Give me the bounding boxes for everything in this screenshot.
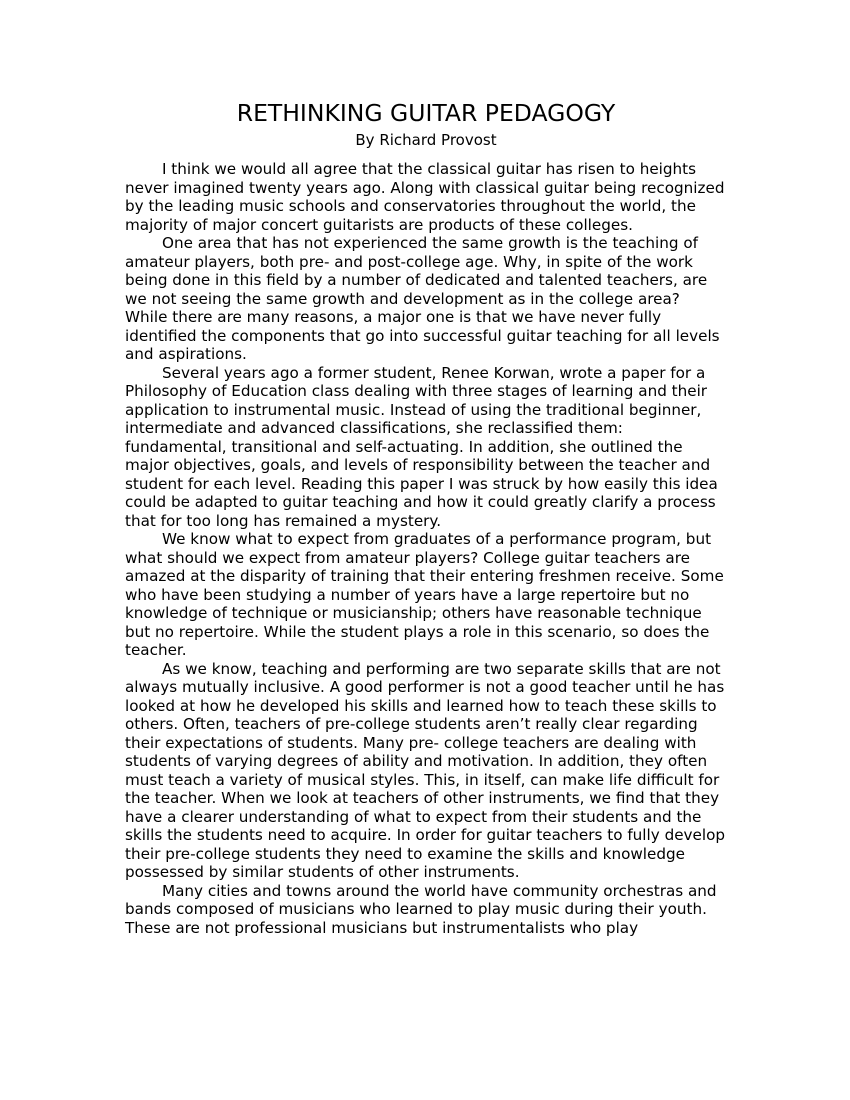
author-byline: By Richard Provost — [355, 131, 497, 149]
paragraph: I think we would all agree that the classical guitar has risen to heights never imagined twenty years ago. Along with classical guitar being recognized by the leading music schools and conservatories throughout the world, the majority of major concert guitarists are products of these colleges. — [125, 160, 725, 234]
paragraph: Many cities and towns around the world have community orchestras and bands composed of musicians who learned to play music during their youth. These are not professional musicians but instrumentalists who play — [125, 881, 717, 937]
paragraph: Several years ago a former student, Renee Korwan, wrote a paper for a Philosophy of Education class dealing with three stages of learning and their application to instrumental music. Instead of using the traditional beginner, intermediate and advanced classifications, she reclassified them: fundamental, transitional and self-actuating. In addition, she outlined the major objectives, goals, and levels of responsibility between the teacher and student for each level. Reading this paper I was struck by how easily this idea could be adapted to guitar teaching and how it could greatly clarify a process that for too long has remained a mystery. — [125, 363, 718, 530]
document-body — [125, 160, 727, 937]
document-title: RETHINKING GUITAR PEDAGOGY — [236, 99, 616, 127]
paragraph: As we know, teaching and performing are two separate skills that are not always mutually inclusive. A good performer is not a good teacher until he has looked at how he developed his skills and learned how to teach these skills to others. Often, teachers of pre-college students aren’t really clear regarding their expectations of students. Many pre- college teachers are dealing with students of varying degrees of ability and motivation. In addition, they often must teach a variety of musical styles. This, in itself, can make life difficult for the teacher. When we look at teachers of other instruments, we find that they have a clearer understanding of what to expect from their students and the skills the students need to acquire. In order for guitar teachers to fully develop their pre-college students they need to examine the skills and knowledge possessed by similar students of other instruments. — [125, 659, 726, 881]
document-page — [125, 96, 727, 937]
paragraph: We know what to expect from graduates of a performance program, but what should we expect from amateur players? College guitar teachers are amazed at the disparity of training that their entering freshmen receive. Some who have been studying a number of years have a large repertoire but no knowledge of technique or musicianship; others have reasonable technique but no repertoire. While the student plays a role in this scenario, so does the teacher. — [125, 530, 724, 659]
paragraph: One area that has not experienced the same growth is the teaching of amateur players, both pre- and post-college age. Why, in spite of the work being done in this field by a number of dedicated and talented teachers, are we not seeing the same growth and development as in the college area? While there are many reasons, a major one is that we have never fully identified the components that go into successful guitar teaching for all levels and aspirations. — [125, 234, 720, 363]
